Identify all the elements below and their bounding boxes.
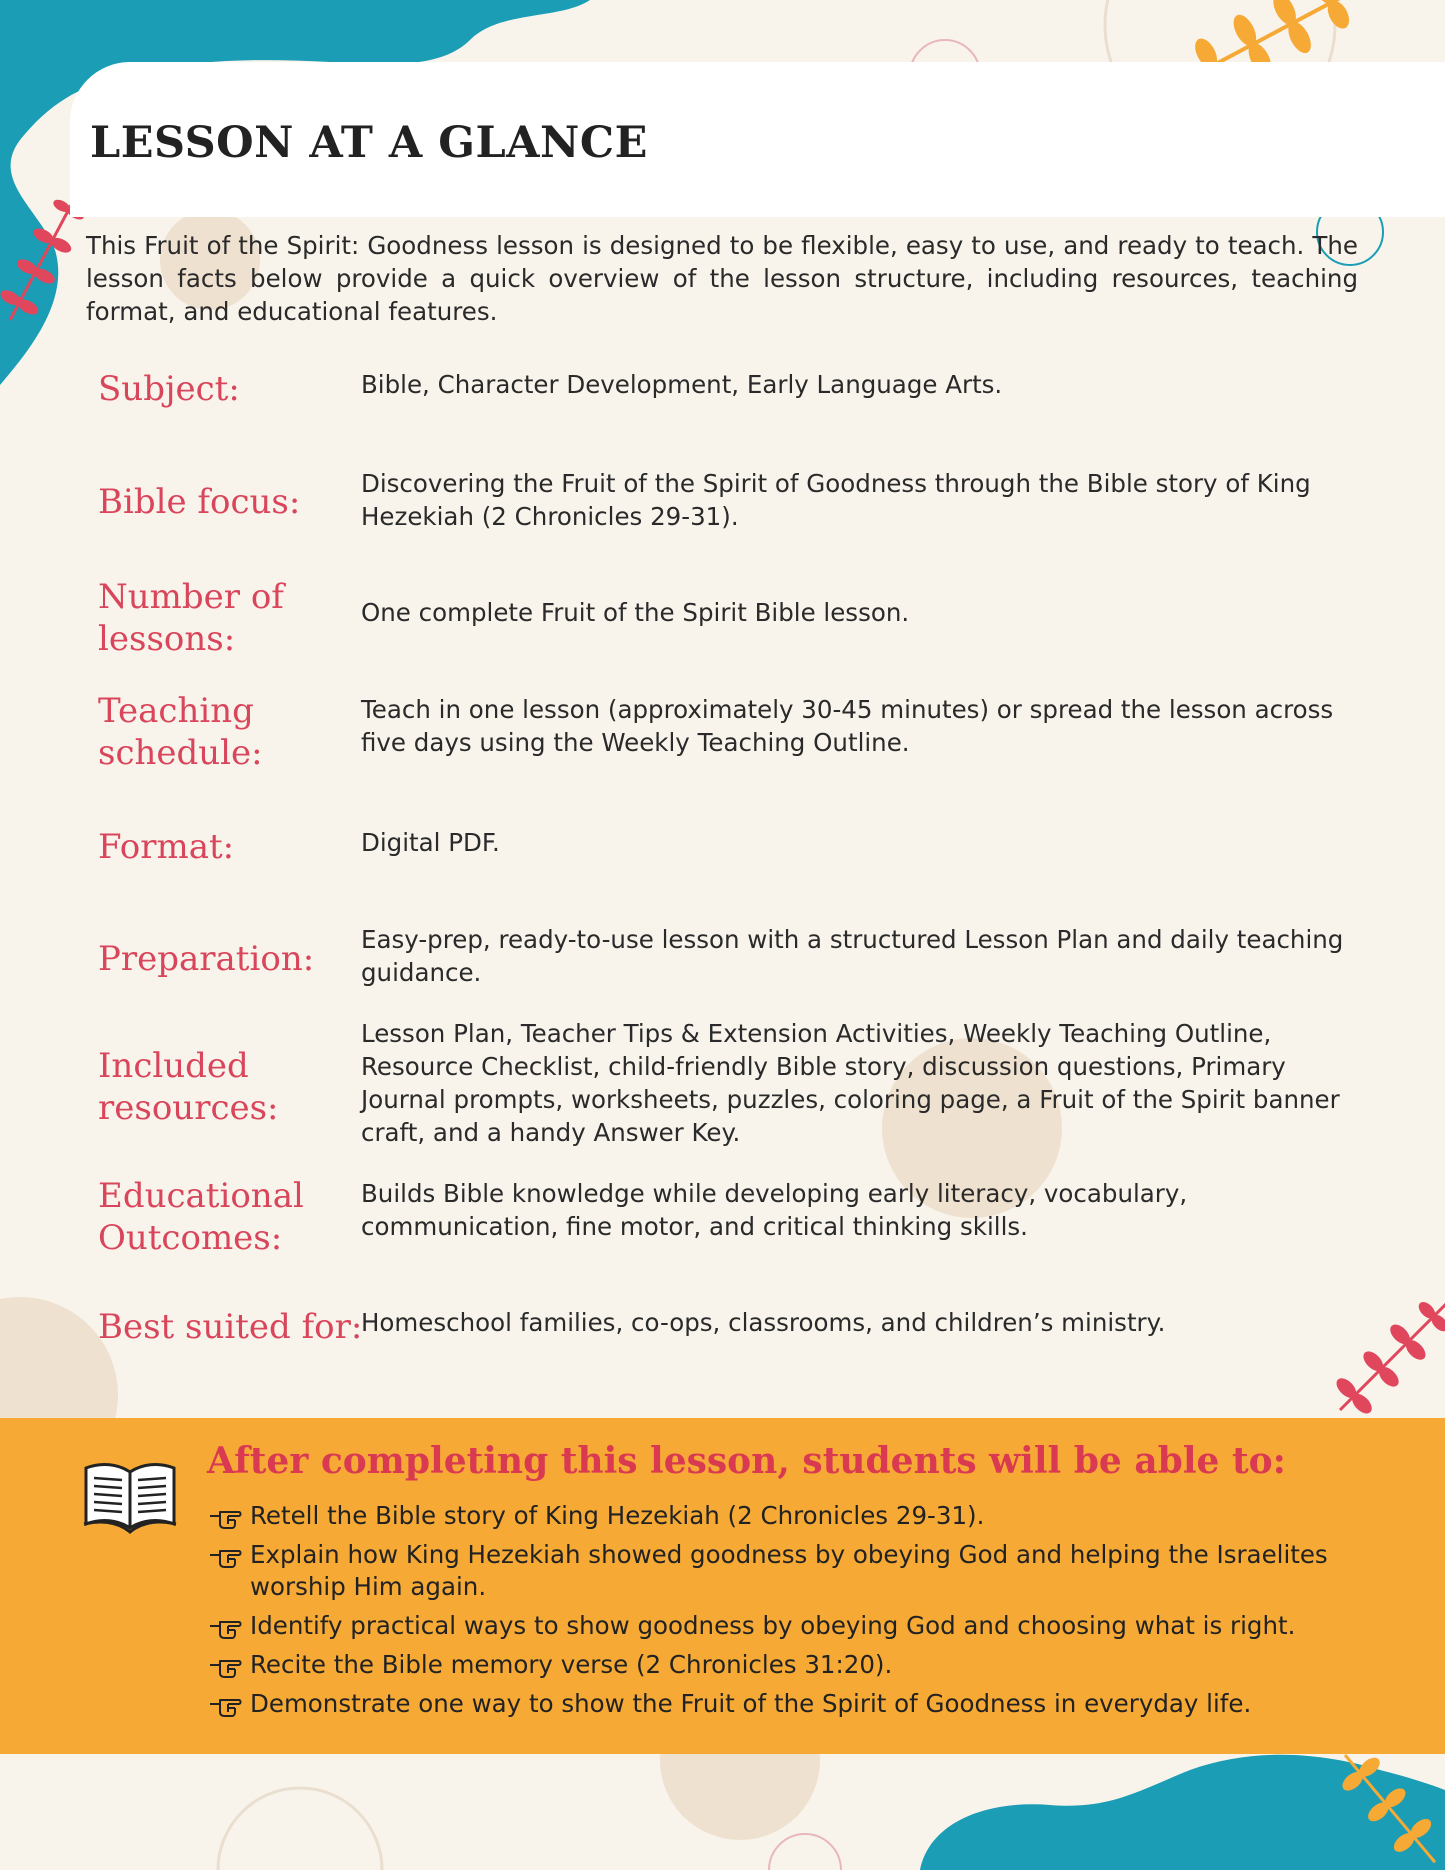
fact-value: Homeschool families, co-ops, classrooms, and children’s ministry. — [361, 1308, 1166, 1337]
fact-value: Lesson Plan, Teacher Tips & Extension Activities, Weekly Teaching Outline, Resource Checklist, child-friendly Bible story, discussion questions, Primary Journal prompts, worksheets, puzzles, coloring page, a Fruit of the Spirit banner craft, and a handy Answer Key. — [361, 1019, 1340, 1147]
outcome-item — [208, 1500, 1358, 1532]
fact-label: Best suited for: — [98, 1307, 363, 1347]
pointing-hand-icon — [208, 1543, 242, 1569]
fact-label: Subject: — [98, 369, 240, 409]
pointing-hand-icon — [208, 1614, 242, 1640]
fact-value: One complete Fruit of the Spirit Bible lesson. — [361, 598, 910, 627]
fact-label: Educational Outcomes: — [98, 1176, 304, 1258]
outcome-text: Demonstrate one way to show the Fruit of the Spirit of Goodness in everyday life. — [250, 1689, 1252, 1718]
fact-label: Number of lessons: — [98, 577, 284, 659]
fact-label: Preparation: — [98, 939, 315, 979]
page-title: LESSON AT A GLANCE — [90, 118, 648, 168]
fact-label: Teaching schedule: — [98, 691, 263, 773]
pointing-hand-icon — [208, 1653, 242, 1679]
pointing-hand-icon — [208, 1692, 242, 1718]
fact-value: Digital PDF. — [361, 828, 500, 857]
outcome-item — [208, 1539, 1358, 1603]
outcome-list — [208, 1500, 1358, 1727]
outcome-item — [208, 1610, 1358, 1642]
fact-label: Format: — [98, 827, 235, 867]
outcomes-heading: After completing this lesson, students will be able to: — [207, 1440, 1286, 1482]
pink-ring-bottom — [769, 1834, 841, 1870]
fact-value: Teach in one lesson (approximately 30-45 minutes) or spread the lesson across five days using the Weekly Teaching Outline. — [361, 695, 1334, 757]
outcome-text: Recite the Bible memory verse (2 Chronicles 31:20). — [250, 1650, 893, 1679]
intro-paragraph: This Fruit of the Spirit: Goodness lesson is designed to be flexible, easy to use, and ready to teach. The lesson facts below provide a quick overview of the lesson structure, including resources, teaching format, and educational features. — [86, 231, 1358, 326]
outcome-text: Explain how King Hezekiah showed goodness by obeying God and helping the Israelites worship Him again. — [250, 1540, 1328, 1601]
beige-ring-bottom — [218, 1788, 382, 1870]
outcome-text: Retell the Bible story of King Hezekiah (2 Chronicles 29-31). — [250, 1501, 985, 1530]
open-book-icon — [82, 1458, 178, 1534]
fact-value: Bible, Character Development, Early Language Arts. — [361, 370, 1003, 399]
fact-value: Easy-prep, ready-to-use lesson with a structured Lesson Plan and daily teaching guidance. — [361, 925, 1344, 987]
outcome-item — [208, 1688, 1358, 1720]
outcome-text: Identify practical ways to show goodness by obeying God and choosing what is right. — [250, 1611, 1296, 1640]
fact-label: Included resources: — [98, 1046, 279, 1128]
fact-label: Bible focus: — [98, 482, 301, 522]
fact-value: Discovering the Fruit of the Spirit of Goodness through the Bible story of King Hezekiah (2 Chronicles 29-31). — [361, 469, 1311, 531]
pointing-hand-icon — [208, 1504, 242, 1530]
outcome-item — [208, 1649, 1358, 1681]
fact-value: Builds Bible knowledge while developing early literacy, vocabulary, communication, fine motor, and critical thinking skills. — [361, 1179, 1188, 1241]
